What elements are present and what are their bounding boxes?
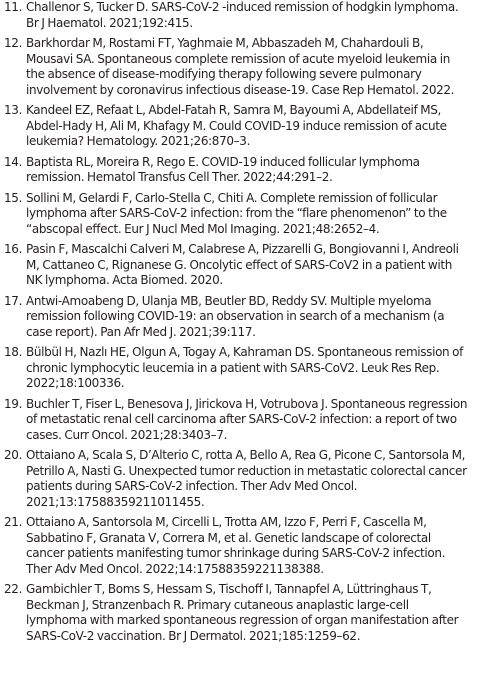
reference-item [0, 448, 480, 510]
reference-item [0, 0, 480, 31]
reference-number: 14. [4, 154, 23, 169]
reference-number: 18. [4, 345, 23, 359]
reference-item [0, 155, 480, 186]
reference-text: Challenor S, Tucker D. SARS-CoV-2 -induced remission of hodgkin lymphoma. Br J Haematol. 2021;192:415. [26, 0, 459, 30]
reference-number: 12. [4, 36, 23, 50]
reference-text: Baptista RL, Moreira R, Rego E. COVID-19 induced follicular lymphoma remission. Hematol Transfus Cell Ther. 2022;44:291–2. [26, 154, 420, 184]
reference-text: Gambichler T, Boms S, Hessam S, Tischoff I, Tannapfel A, Lüttringhaus T, Beckman J, Stranzenbach R. Primary cutaneous anaplastic large-cell lymphoma with marked spontaneous regression of organ manifestation after SARS-CoV-2 vaccination. Br J Dermatol. 2021;185:1259–62. [26, 582, 459, 643]
reference-number: 13. [4, 103, 23, 117]
reference-text: Barkhordar M, Rostami FT, Yaghmaie M, Abbaszadeh M, Chahardouli B, Mousavi SA. Spontaneous complete remission of acute myeloid leukemia in the absence of disease-modifying therapy following severe pulmonary involvement by coronavirus infectious disease-19. Case Rep Hematol. 2022. [26, 36, 455, 97]
reference-item [0, 345, 480, 392]
reference-number: 15. [4, 190, 23, 205]
reference-text: Pasin F, Mascalchi Calveri M, Calabrese A, Pizzarelli G, Bongiovanni I, Andreoli M, Cattaneo C, Rignanese G. Oncolytic effect of SARS-CoV2 in a patient with NK lymphoma. Acta Biomed. 2020. [26, 242, 459, 287]
reference-item [0, 36, 480, 98]
reference-text: Buchler T, Fiser L, Benesova J, Jirickova H, Votrubova J. Spontaneous regression of metastatic renal cell carcinoma after SARS-CoV-2 infection: a report of two cases. Curr Oncol. 2021;28:3403–7. [26, 396, 468, 442]
reference-item [0, 242, 480, 289]
reference-number: 20. [4, 448, 23, 462]
reference-item [0, 397, 480, 444]
reference-number: 21. [4, 515, 23, 529]
reference-number: 22. [4, 582, 23, 596]
reference-number: 17. [4, 293, 23, 308]
reference-text: Bülbül H, Nazlı HE, Olgun A, Togay A, Kahraman DS. Spontaneous remission of chronic lymphocytic leucemia in a patient with SARS-CoV2. Leuk Res Rep. 2022;18:100336. [26, 345, 464, 390]
reference-number: 11. [4, 0, 23, 14]
reference-item [0, 515, 480, 577]
reference-item [0, 582, 480, 644]
reference-text: Ottaiano A, Scala S, D’Alterio C, rotta A, Bello A, Rea G, Picone C, Santorsola M, Petrillo A, Nasti G. Unexpected tumor reduction in metastatic colorectal cancer patients during SARS-CoV-2 infection. Ther Adv Med Oncol. 2021;13:17588359211011455. [26, 448, 467, 509]
reference-text: Sollini M, Gelardi F, Carlo-Stella C, Chiti A. Complete remission of follicular lymphoma after SARS-CoV-2 infection: from the “flare phenomenon” to the “abscopal effect. Eur J Nucl Med Mol Imaging. 2021;48:2652–4. [26, 190, 447, 236]
reference-text: Kandeel EZ, Refaat L, Abdel-Fatah R, Samra M, Bayoumi A, Abdellateif MS, Abdel-Hady H, Ali M, Khafagy M. Could COVID-19 induce remission of acute leukemia? Hematology. 2021;26:870–3. [26, 103, 447, 148]
reference-text: Ottaiano A, Santorsola M, Circelli L, Trotta AM, Izzo F, Perri F, Cascella M, Sabbatino F, Granata V, Correra M, et al. Genetic landscape of colorectal cancer patients manifesting tumor shrinkage during SARS-CoV-2 infection. Ther Adv Med Oncol. 2022;14:17588359221138388. [26, 515, 446, 576]
reference-text: Antwi-Amoabeng D, Ulanja MB, Beutler BD, Reddy SV. Multiple myeloma remission following COVID-19: an observation in search of a mechanism (a case report). Pan Afr Med J. 2021;39:117. [26, 293, 445, 339]
reference-number: 19. [4, 396, 23, 411]
reference-number: 16. [4, 242, 23, 256]
reference-item [0, 103, 480, 150]
reference-item [0, 191, 480, 238]
reference-item [0, 294, 480, 341]
